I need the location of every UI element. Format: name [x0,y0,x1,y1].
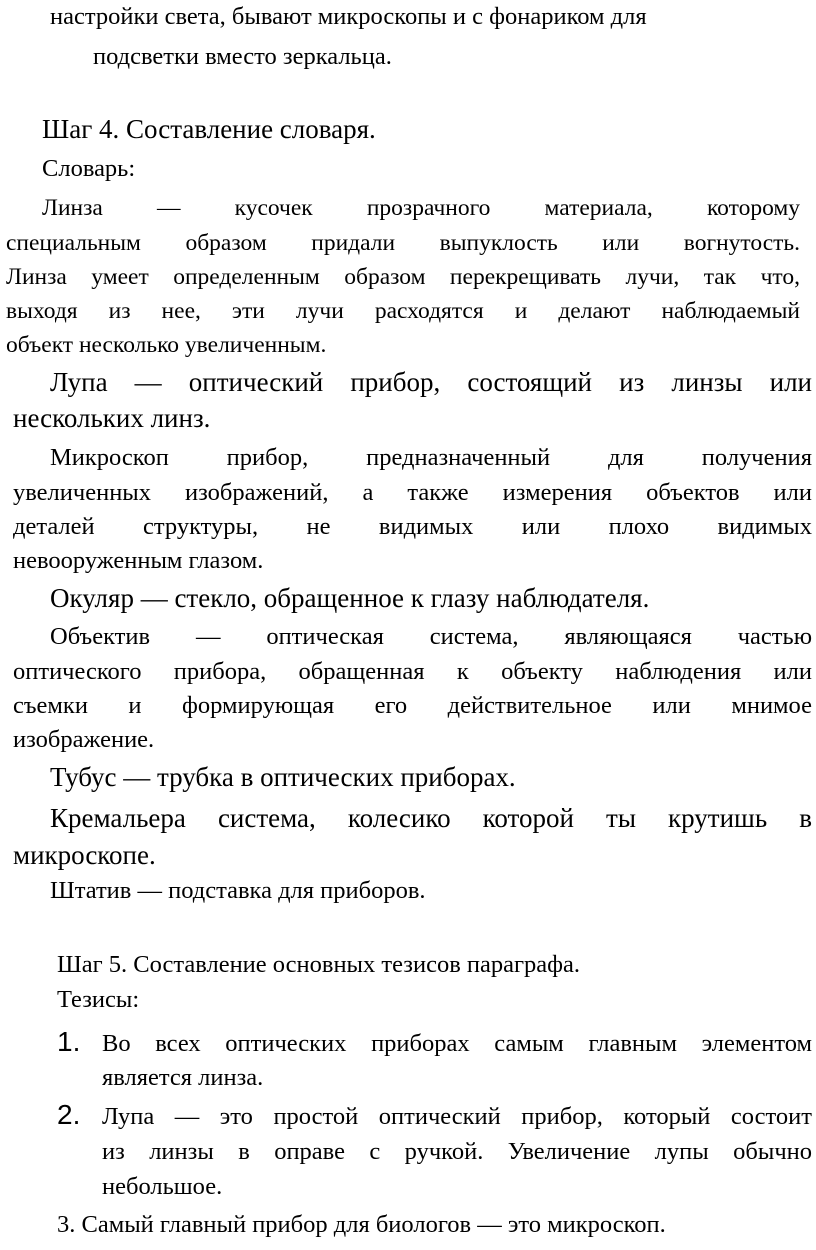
thesis-3 [57,1210,666,1240]
step5-heading: Шаг 5. Составление основных тезисов параграфа. [57,951,581,978]
glossary-linza-line-4: выходя из нее, эти лучи расходятся и делают наблюдаемый [6,298,800,324]
intro-line-2: подсветки вместо зеркальца. [93,43,392,70]
glossary-tubus: Тубус — трубка в оптических приборах. [50,762,516,792]
thesis-2-number: 2. [57,1099,81,1130]
thesis-1-line-1: Во всех оптических приборах самым главным элементом [102,1030,812,1057]
step4-label: Словарь: [42,155,136,182]
glossary-kremalera-line-1: Кремальера система, колесико которой ты крутишь в [50,803,812,833]
step4-heading: Шаг 4. Составление словаря. [42,114,376,144]
glossary-okulyar: Окуляр — стекло, обращенное к глазу наблюдателя. [50,583,650,613]
intro-line-1: настройки света, бывают микроскопы и с фонариком для [50,3,647,30]
glossary-lupa-line-2: нескольких линз. [13,403,211,433]
glossary-kremalera-line-2: микроскопе. [13,840,156,870]
glossary-mikroskop-line-3: деталей структуры, не видимых или плохо видимых [13,513,812,540]
glossary-obektiv-line-4: изображение. [13,726,155,753]
glossary-obektiv-line-1: Объектив — оптическая система, являющаяся частью [50,623,812,650]
glossary-shtativ: Штатив — подставка для приборов. [50,877,426,904]
glossary-mikroskop-line-4: невооруженным глазом. [13,547,264,574]
step5-label: Тезисы: [57,986,140,1013]
glossary-mikroskop-line-2: увеличенных изображений, а также измерения объектов или [13,479,812,506]
thesis-2-line-2: из линзы в оправе с ручкой. Увеличение лупы обычно [102,1138,812,1165]
glossary-mikroskop-line-1: Микроскоп прибор, предназначенный для получения [50,444,812,471]
thesis-1-line-2: является линза. [102,1064,264,1091]
thesis-1-number: 1. [57,1026,81,1057]
glossary-linza-line-1: Линза — кусочек прозрачного материала, которому [42,195,800,221]
thesis-2-line-3: небольшое. [102,1173,223,1200]
glossary-obektiv-line-2: оптического прибора, обращенная к объекту наблюдения или [13,658,812,685]
glossary-linza-line-5: объект несколько увеличенным. [6,332,327,358]
glossary-linza-line-2: специальным образом придали выпуклость или вогнутость. [6,230,800,256]
glossary-obektiv-line-3: съемки и формирующая его действительное или мнимое [13,692,812,719]
glossary-linza-line-3: Линза умеет определенным образом перекрещивать лучи, так что, [6,264,800,290]
glossary-lupa-line-1: Лупа — оптический прибор, состоящий из линзы или [50,367,812,397]
thesis-3-text: Самый главный прибор для биологов — это микроскоп. [81,1211,666,1238]
thesis-3-number: 3. [57,1211,76,1238]
thesis-2-line-1: Лупа — это простой оптический прибор, который состоит [102,1103,812,1130]
